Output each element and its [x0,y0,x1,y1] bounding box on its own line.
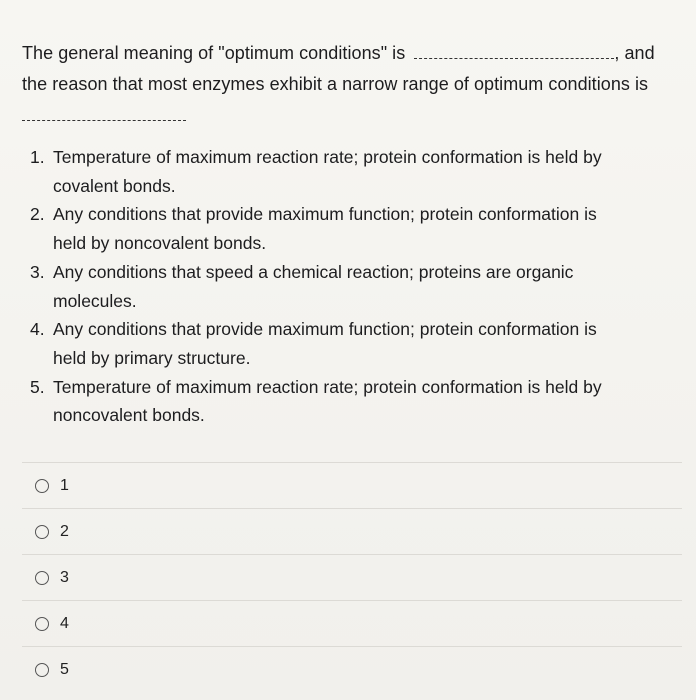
choice-item-4 [30,315,670,372]
radio-option-4[interactable] [22,600,682,646]
choice-text-line-2: covalent bonds. [53,175,176,196]
choice-text-line-2: molecules. [53,290,137,311]
choice-number: 4. [30,319,45,340]
choice-text-line-1: Temperature of maximum reaction rate; protein conformation is held by [53,147,602,167]
radio-option-3[interactable] [22,554,682,600]
radio-option-label[interactable]: 1 [60,476,69,494]
choice-number: 5. [30,376,45,397]
radio-option-label[interactable]: 4 [60,614,69,632]
answer-blank-1 [414,44,614,59]
choice-text-line-1: Temperature of maximum reaction rate; protein conformation is held by [53,376,602,397]
choice-text-line-1: Any conditions that provide maximum function; protein conformation is [53,204,597,225]
question-text [22,38,682,140]
question-line-1-end: , and [614,43,655,63]
radio-circle-icon[interactable] [35,479,49,493]
answer-blank-2 [22,120,186,121]
choice-number: 2. [30,204,45,225]
choice-item-5 [30,373,670,430]
choice-number: 1. [30,147,45,167]
choice-text-line-1: Any conditions that provide maximum function; protein conformation is [53,319,597,340]
radio-option-label[interactable]: 3 [60,568,69,586]
choice-text-line-2: held by primary structure. [53,347,251,368]
choice-item-2 [30,200,670,257]
answer-blank-row [22,100,682,140]
choice-item-1 [30,143,670,200]
radio-circle-icon[interactable] [35,617,49,631]
question-line-1-start: The general meaning of "optimum conditions" is [22,43,411,63]
radio-option-2[interactable] [22,508,682,554]
choice-text-line-2: held by noncovalent bonds. [53,233,267,254]
radio-option-1[interactable] [22,462,682,508]
radio-option-label[interactable]: 2 [60,522,69,540]
question-line-2: the reason that most enzymes exhibit a narrow range of optimum conditions is [22,74,649,94]
question-line-1 [22,38,682,69]
answer-choices-list [30,143,670,430]
radio-circle-icon[interactable] [35,663,49,677]
choice-text-line-2: noncovalent bonds. [53,405,205,426]
choice-text-line-1: Any conditions that speed a chemical reaction; proteins are organic [53,261,574,282]
choice-number: 3. [30,261,45,282]
choice-item-3 [30,258,670,315]
radio-option-5[interactable] [22,646,682,692]
radio-options [22,462,682,692]
radio-circle-icon[interactable] [35,571,49,585]
radio-circle-icon[interactable] [35,525,49,539]
radio-option-label[interactable]: 5 [60,660,69,678]
